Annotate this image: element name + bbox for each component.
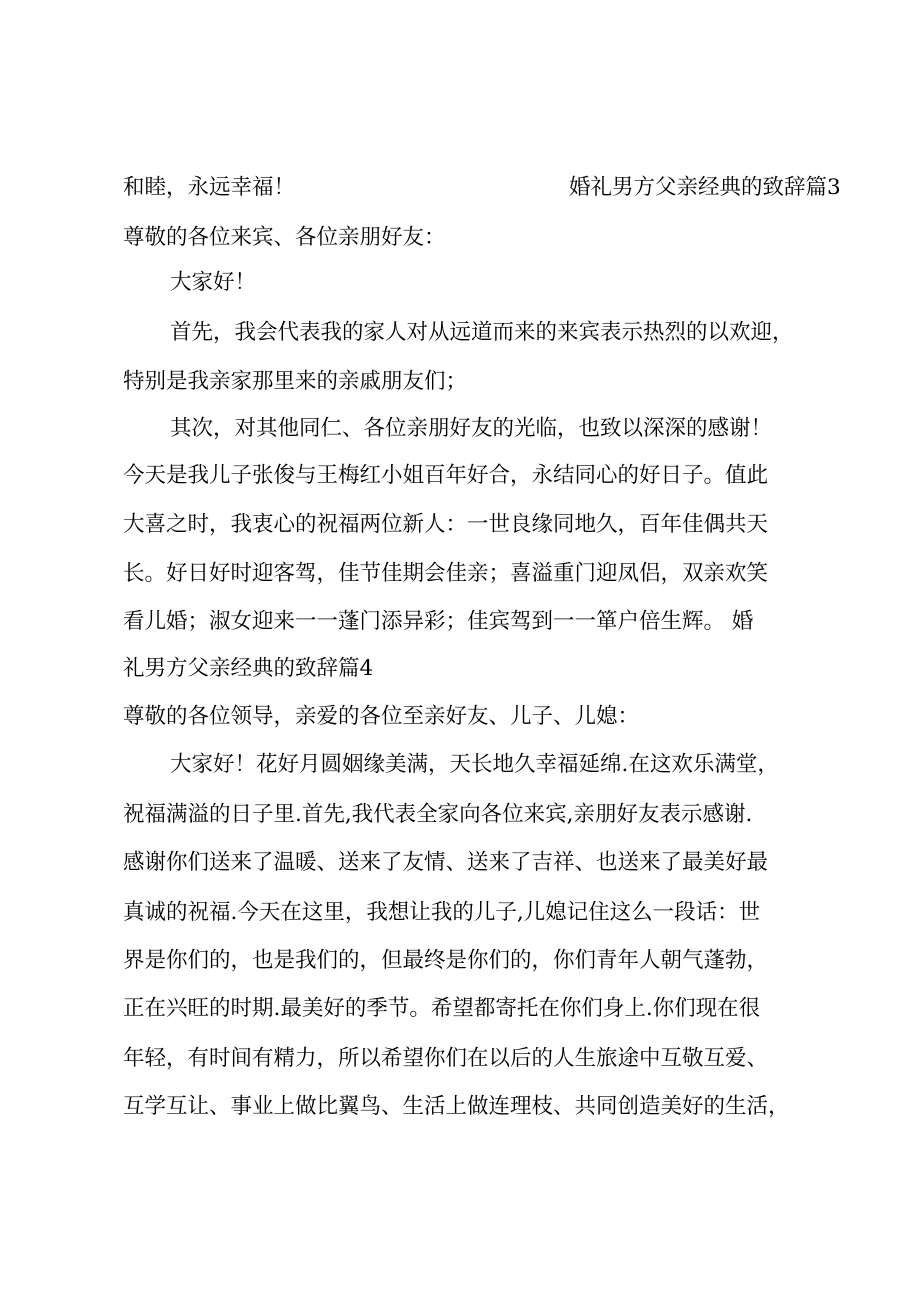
text-line-14: 祝福满溢的日子里.首先,我代表全家向各位来宾,亲朋好友表示感谢. xyxy=(123,802,753,827)
text-line-19: 年轻，有时间有精力，所以希望你们在以后的人生旅途中互敬互爱、 xyxy=(123,1046,769,1071)
text-line-16: 真诚的祝福.今天在这里，我想让我的儿子,儿媳记住这么一段话：世 xyxy=(123,900,761,925)
text-line-8: 大喜之时，我衷心的祝福两位新人：一世良缘同地久，百年佳偶共天 xyxy=(123,512,769,537)
text-line-20: 互学互让、事业上做比翼鸟、生活上做连理枝、共同创造美好的生活， xyxy=(123,1094,790,1119)
text-line-2: 尊敬的各位来宾、各位亲朋好友： xyxy=(123,225,446,250)
text-line-10: 看儿婚；淑女迎来一一蓬门添异彩；佳宾驾到一一箪户倍生辉。 婚 xyxy=(123,609,754,634)
text-line-17: 界是你们的，也是我们的，但最终是你们的，你们青年人朝气蓬勃， xyxy=(123,948,769,973)
text-line-15: 感谢你们送来了温暖、送来了友情、送来了吉祥、也送来了最美好最 xyxy=(123,850,769,875)
text-line-13: 大家好！花好月圆姻缘美满，天长地久幸福延绵.在这欢乐满堂， xyxy=(170,752,779,777)
text-line-18: 正在兴旺的时期.最美好的季节。希望都寄托在你们身上.你们现在很 xyxy=(123,996,761,1021)
text-line-9: 长。好日好时迎客驾，佳节佳期会佳亲；喜溢重门迎凤侣，双亲欢笑 xyxy=(123,561,769,586)
text-line-4: 首先，我会代表我的家人对从远道而来的来宾表示热烈的以欢迎， xyxy=(170,320,794,345)
text-line-12: 尊敬的各位领导，亲爱的各位至亲好友、儿子、儿媳： xyxy=(123,704,640,729)
text-line-1-content: 和睦，永远幸福！ xyxy=(123,175,296,200)
section-heading-3: 婚礼男方父亲经典的致辞篇3 xyxy=(569,175,841,200)
text-line-6: 其次，对其他同仁、各位亲朋好友的光临，也致以深深的感谢！ xyxy=(170,416,773,441)
text-line-3: 大家好！ xyxy=(170,270,257,295)
text-line-1 xyxy=(123,175,841,201)
section-heading-4: 礼男方父亲经典的致辞篇4 xyxy=(123,656,374,681)
text-line-7: 今天是我儿子张俊与王梅红小姐百年好合，永结同心的好日子。值此 xyxy=(123,463,769,488)
text-line-5: 特别是我亲家那里来的亲戚朋友们； xyxy=(123,369,468,394)
